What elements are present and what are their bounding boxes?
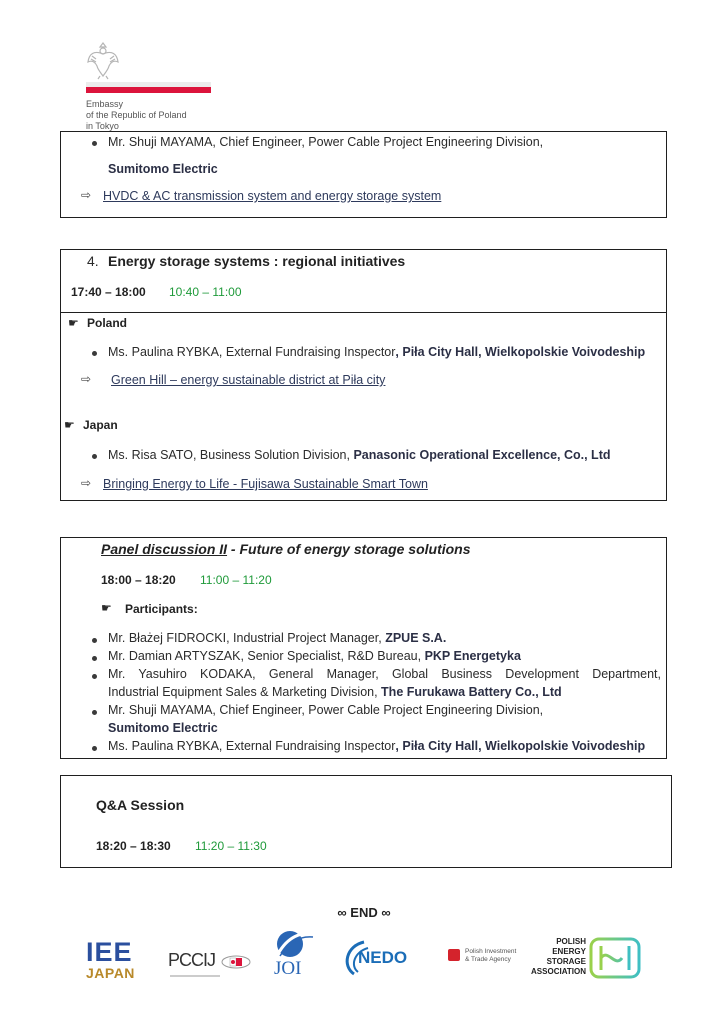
session-box-hvdc — [60, 131, 667, 218]
pesa-line-2: ENERGY — [552, 947, 586, 956]
pesa-line-4: ASSOCIATION — [531, 967, 586, 976]
speaker-organization: , Piła City Hall, Wielkopolskie Voivodeship — [395, 345, 646, 359]
participant-organization: The Furukawa Battery Co., Ltd — [381, 685, 562, 699]
participant-division: Industrial Equipment Sales & Marketing Division, — [108, 685, 382, 699]
participant-name: Mr. Błażej FIDROCKI, Industrial Project Manager, — [108, 631, 386, 645]
divider — [60, 312, 667, 313]
speaker-organization: Panasonic Operational Excellence, Co., Ltd — [353, 448, 611, 462]
participants-label: Participants: — [125, 602, 198, 616]
bullet-icon — [92, 656, 97, 661]
bullet-icon — [92, 674, 97, 679]
pesa-line-1: POLISH — [556, 937, 586, 946]
participant-1 — [108, 631, 446, 645]
arrow-right-icon: ⇨ — [81, 188, 92, 202]
participant-organization: ZPUE S.A. — [385, 631, 447, 645]
time-japan: 11:00 – 11:20 — [200, 573, 272, 587]
time-local: 17:40 – 18:00 — [71, 285, 146, 299]
topic-link[interactable]: HVDC & AC transmission system and energy storage system — [103, 189, 442, 203]
panel-title — [101, 541, 471, 557]
session-box-panel — [60, 537, 667, 759]
pesa-line-3: STORAGE — [546, 957, 586, 966]
bullet-icon — [92, 454, 97, 459]
arrow-right-icon: ⇨ — [81, 476, 92, 490]
paih-mark-icon — [448, 949, 460, 961]
pccij-subtitle-line — [170, 975, 220, 977]
paih-logo — [448, 946, 520, 970]
joi-logo-text: JOI — [274, 958, 302, 979]
participant-name: Ms. Paulina RYBKA, External Fundraising Inspector — [108, 739, 396, 753]
paih-line-1: Polish Investment — [465, 948, 517, 955]
session-box-regional — [60, 249, 667, 501]
pointing-hand-icon: ☛ — [101, 601, 112, 615]
session-box-qa — [60, 775, 672, 868]
participant-organization: PKP Energetyka — [424, 649, 521, 663]
nedo-logo — [340, 938, 416, 978]
time-local: 18:00 – 18:20 — [101, 573, 176, 587]
time-japan: 11:20 – 11:30 — [195, 839, 267, 853]
pccij-logo — [168, 950, 254, 980]
pointing-hand-icon: ☛ — [68, 316, 79, 330]
participant-5 — [108, 739, 645, 753]
country-japan: Japan — [83, 418, 118, 432]
pccij-logo-text: PCCIJ — [168, 950, 216, 970]
participant-organization: Sumitomo Electric — [108, 721, 218, 735]
joi-globe-icon — [272, 928, 314, 958]
pesa-emblem-icon — [588, 936, 642, 980]
speaker-japan — [108, 448, 611, 462]
pccij-flag-icon — [220, 954, 252, 970]
nedo-logo-text: NEDO — [358, 948, 408, 967]
flag-stripe-red — [86, 87, 211, 93]
speaker-poland — [108, 345, 645, 359]
paih-line-2: & Trade Agency — [465, 956, 511, 963]
bullet-icon — [92, 638, 97, 643]
bullet-icon — [92, 710, 97, 715]
participant-2 — [108, 649, 521, 663]
iee-japan-logo — [86, 938, 142, 982]
arrow-right-icon: ⇨ — [81, 372, 92, 386]
panel-title-main: Panel discussion II — [101, 541, 228, 557]
joi-logo — [270, 928, 316, 982]
time-local: 18:20 – 18:30 — [96, 839, 171, 853]
embassy-line-2: of the Republic of Poland — [86, 110, 187, 120]
pointing-hand-icon: ☛ — [64, 418, 75, 432]
participant-name: Mr. Damian ARTYSZAK, Senior Specialist, R&D Bureau, — [108, 649, 425, 663]
embassy-line-3: in Tokyo — [86, 121, 119, 131]
topic-link[interactable]: Bringing Energy to Life - Fujisawa Sustainable Smart Town — [103, 477, 428, 491]
pesa-logo — [526, 936, 642, 980]
participant-3-line-1: Mr. Yasuhiro KODAKA, General Manager, Global Business Development Department, — [108, 667, 661, 681]
participant-organization: , Piła City Hall, Wielkopolskie Voivodeship — [395, 739, 646, 753]
participant-3-line-2 — [108, 685, 562, 699]
topic-link[interactable]: Green Hill – energy sustainable district at Piła city — [111, 373, 386, 387]
bullet-icon — [92, 141, 97, 146]
qa-title: Q&A Session — [96, 797, 185, 813]
speaker-name: Ms. Paulina RYBKA, External Fundraising Inspector — [108, 345, 396, 359]
participant-4: Mr. Shuji MAYAMA, Chief Engineer, Power Cable Project Engineering Division, — [108, 703, 544, 717]
bullet-icon — [92, 746, 97, 751]
iee-logo-bottom: JAPAN — [86, 965, 135, 981]
embassy-line-1: Embassy — [86, 99, 124, 109]
end-marker: ∞ END ∞ — [337, 905, 391, 920]
time-japan: 10:40 – 11:00 — [169, 285, 242, 299]
bullet-icon — [92, 351, 97, 356]
session-number: 4. — [87, 253, 99, 269]
session-title: Energy storage systems : regional initiatives — [108, 253, 406, 269]
iee-logo-top: IEE — [86, 937, 133, 967]
speaker-line: Mr. Shuji MAYAMA, Chief Engineer, Power Cable Project Engineering Division, — [108, 135, 544, 149]
speaker-name: Ms. Risa SATO, Business Solution Division, — [108, 448, 354, 462]
country-poland: Poland — [87, 316, 128, 330]
speaker-organization: Sumitomo Electric — [108, 162, 218, 176]
panel-title-rest: - Future of energy storage solutions — [227, 541, 471, 557]
polish-eagle-emblem-icon — [86, 40, 120, 80]
